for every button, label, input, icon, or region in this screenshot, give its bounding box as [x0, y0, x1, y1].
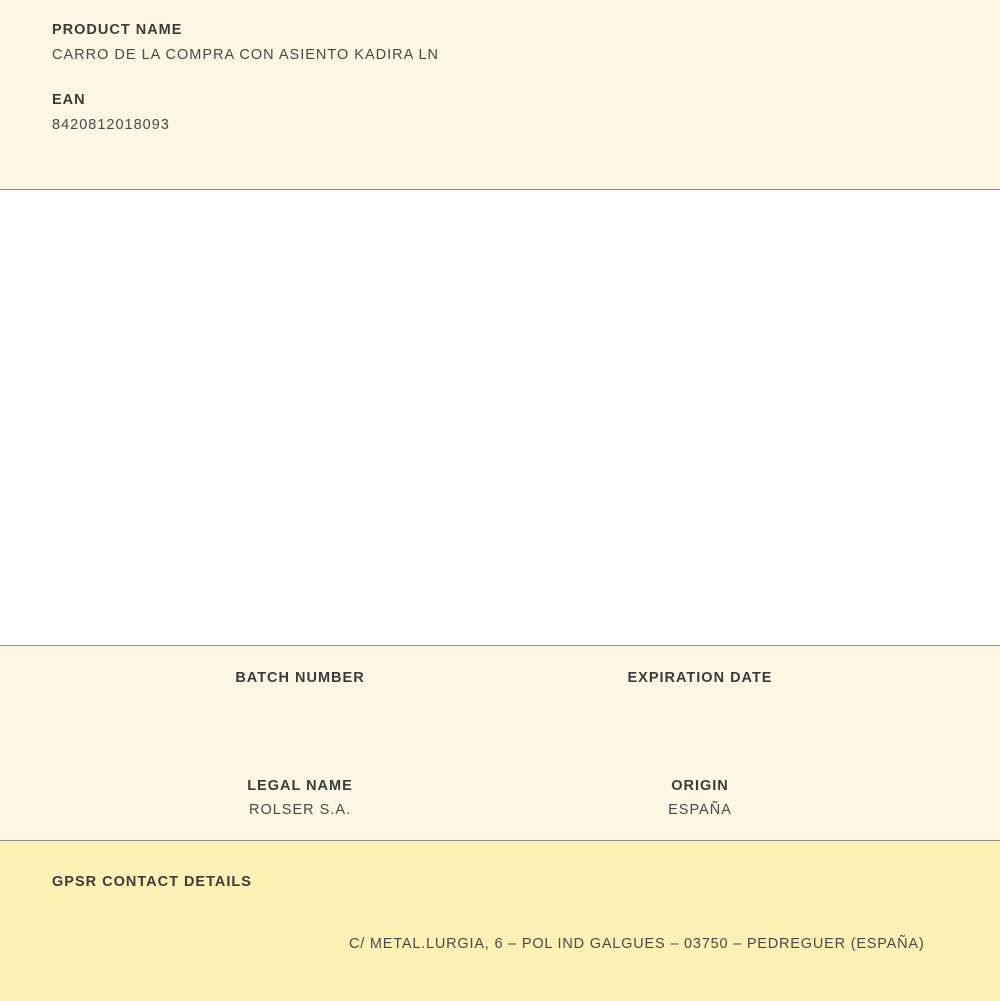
gpsr-contact-address: C/ METAL.LURGIA, 6 – POL IND GALGUES – 03750 – PEDREGUER (ESPAÑA) [349, 935, 925, 952]
product-name-value: CARRO DE LA COMPRA CON ASIENTO KADIRA LN [52, 47, 440, 63]
batch-number-label: BATCH NUMBER [235, 670, 365, 686]
legal-origin-row [0, 778, 1000, 820]
batch-number-column [100, 670, 500, 712]
ean-label: EAN [52, 92, 86, 108]
origin-value: ESPAÑA [668, 802, 732, 818]
origin-label: ORIGIN [671, 778, 729, 794]
expiration-date-label: EXPIRATION DATE [627, 670, 773, 686]
legal-name-value: ROLSER S.A. [248, 802, 352, 818]
batch-expiration-row [0, 670, 1000, 712]
product-identification-block [0, 0, 1000, 190]
batch-number-value [100, 694, 500, 712]
expiration-date-value [500, 694, 900, 712]
gpsr-contact-label: GPSR CONTACT DETAILS [52, 874, 252, 890]
ean-value: 8420812018093 [52, 117, 170, 133]
legal-name-label: LEGAL NAME [247, 778, 353, 794]
field-spacer [52, 63, 1000, 92]
product-details-block [0, 646, 1000, 841]
product-name-label: PRODUCT NAME [52, 22, 183, 38]
origin-column [500, 778, 900, 820]
legal-name-column [100, 778, 500, 820]
gpsr-contact-block [0, 841, 1000, 1001]
expiration-date-column [500, 670, 900, 712]
product-image-area [0, 190, 1000, 646]
